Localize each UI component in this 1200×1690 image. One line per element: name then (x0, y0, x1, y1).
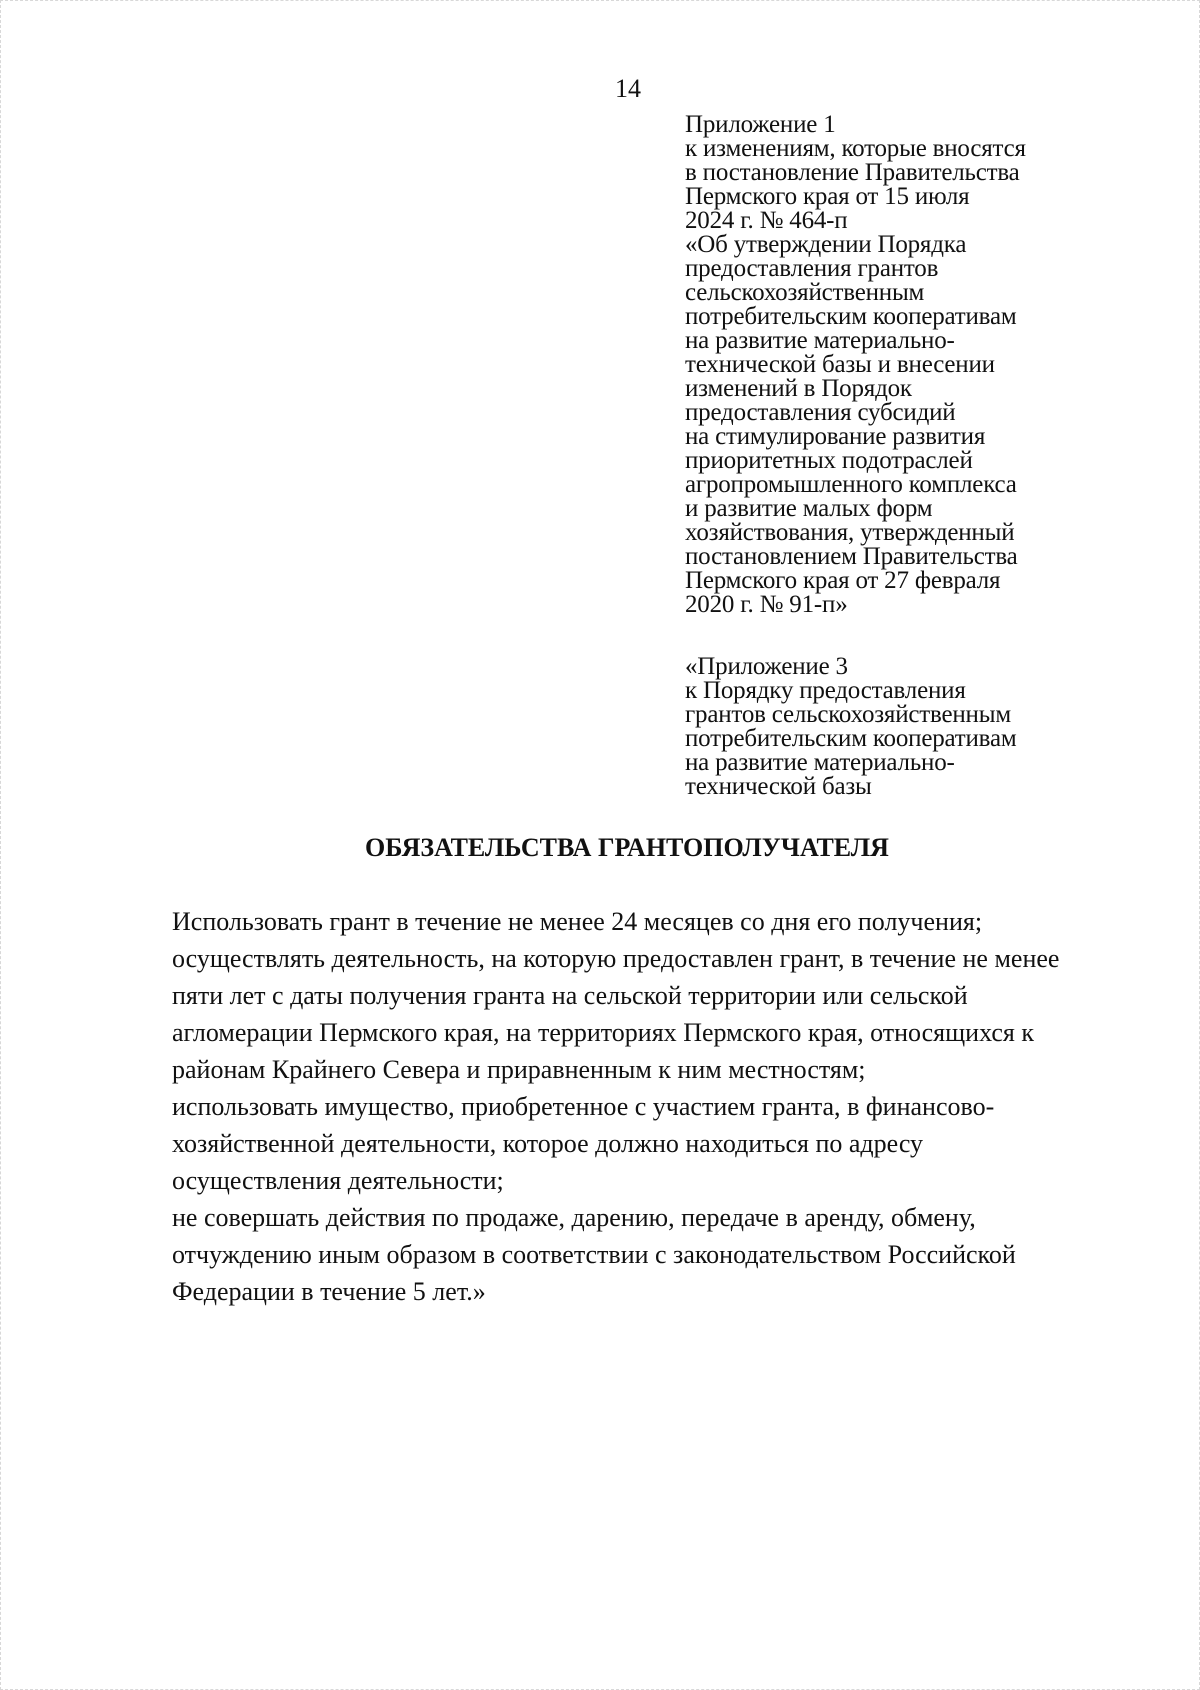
inner-attachment-block (685, 655, 1165, 799)
paragraph-line: не совершать действия по продаже, дарению, передаче в аренду, (172, 1203, 885, 1232)
header-attachment-line: технической базы и внесении (685, 351, 995, 378)
header-attachment-line: в постановление Правительства (685, 159, 1020, 186)
header-attachment-line: приоритетных подотраслей (685, 447, 973, 474)
header-attachment-line: агропромышленного комплекса (685, 471, 1017, 498)
header-attachment-line: потребительским кооперативам (685, 303, 1017, 330)
paragraph-line: в финансово-хозяйственной деятельности, которое должно находиться (172, 1092, 995, 1158)
header-attachment-line: Пермского края от 27 февраля (685, 567, 1001, 594)
header-attachment-line: Приложение 1 (685, 111, 836, 138)
paragraph-line: по адресу осуществления деятельности; (172, 1129, 924, 1195)
inner-attachment-line: потребительским кооперативам (685, 725, 1017, 752)
header-attachment-line: и развитие малых форм (685, 495, 933, 522)
page-number: 14 (615, 74, 641, 103)
paragraph (172, 1088, 1083, 1199)
header-attachment-line: постановлением Правительства (685, 543, 1018, 570)
paragraph-line: к ним местностям; (658, 1055, 866, 1084)
paragraph-line: в течение не менее пяти лет с даты получения гранта на сельской (172, 944, 1060, 1010)
paragraph-line: Использовать грант в течение не менее 24 месяцев со дня его (172, 907, 852, 936)
paragraph-line: использовать имущество, приобретенное с участием гранта, (172, 1092, 841, 1121)
document-title: ОБЯЗАТЕЛЬСТВА ГРАНТОПОЛУЧАТЕЛЯ (365, 833, 889, 862)
header-attachment-line: «Об утверждении Порядка (685, 231, 967, 258)
paragraph (172, 940, 1083, 1088)
header-attachment-line: изменений в Порядок (685, 375, 912, 402)
paragraph-line: осуществлять деятельность, на которую предоставлен грант, (172, 944, 845, 973)
header-attachment-line: хозяйствования, утвержденный (685, 519, 1015, 546)
inner-attachment-line: технической базы (685, 773, 872, 800)
header-attachment-line: 2024 г. № 464-п (685, 207, 848, 234)
paragraph (172, 1199, 1083, 1310)
header-attachment-line: на развитие материально- (685, 327, 955, 354)
paragraph-line: Пермского края, относящихся к районам Крайнего Севера и приравненным (172, 1018, 1034, 1084)
paragraph-line: территории или сельской агломерации Пермского края, на территориях (172, 981, 968, 1047)
document-body (172, 903, 1083, 1310)
header-attachment-line: сельскохозяйственным (685, 279, 925, 306)
header-attachment-line: к изменениям, которые вносятся (685, 135, 1026, 162)
header-attachment-line: предоставления грантов (685, 255, 939, 282)
header-attachment-line: 2020 г. № 91-п» (685, 591, 848, 618)
paragraph-line: обмену, отчуждению иным образом в соответствии с законодательством (172, 1203, 976, 1269)
header-attachment-block (685, 113, 1165, 617)
paragraph-line: получения; (857, 907, 983, 936)
inner-attachment-line: грантов сельскохозяйственным (685, 701, 1011, 728)
header-attachment-line: на стимулирование развития (685, 423, 986, 450)
inner-attachment-line: «Приложение 3 (685, 653, 848, 680)
header-attachment-line: предоставления субсидий (685, 399, 956, 426)
header-attachment-line: Пермского края от 15 июля (685, 183, 970, 210)
paragraph-line: Российской Федерации в течение 5 лет.» (172, 1240, 1016, 1306)
inner-attachment-line: к Порядку предоставления (685, 677, 966, 704)
paragraph (172, 903, 1083, 940)
inner-attachment-line: на развитие материально- (685, 749, 955, 776)
